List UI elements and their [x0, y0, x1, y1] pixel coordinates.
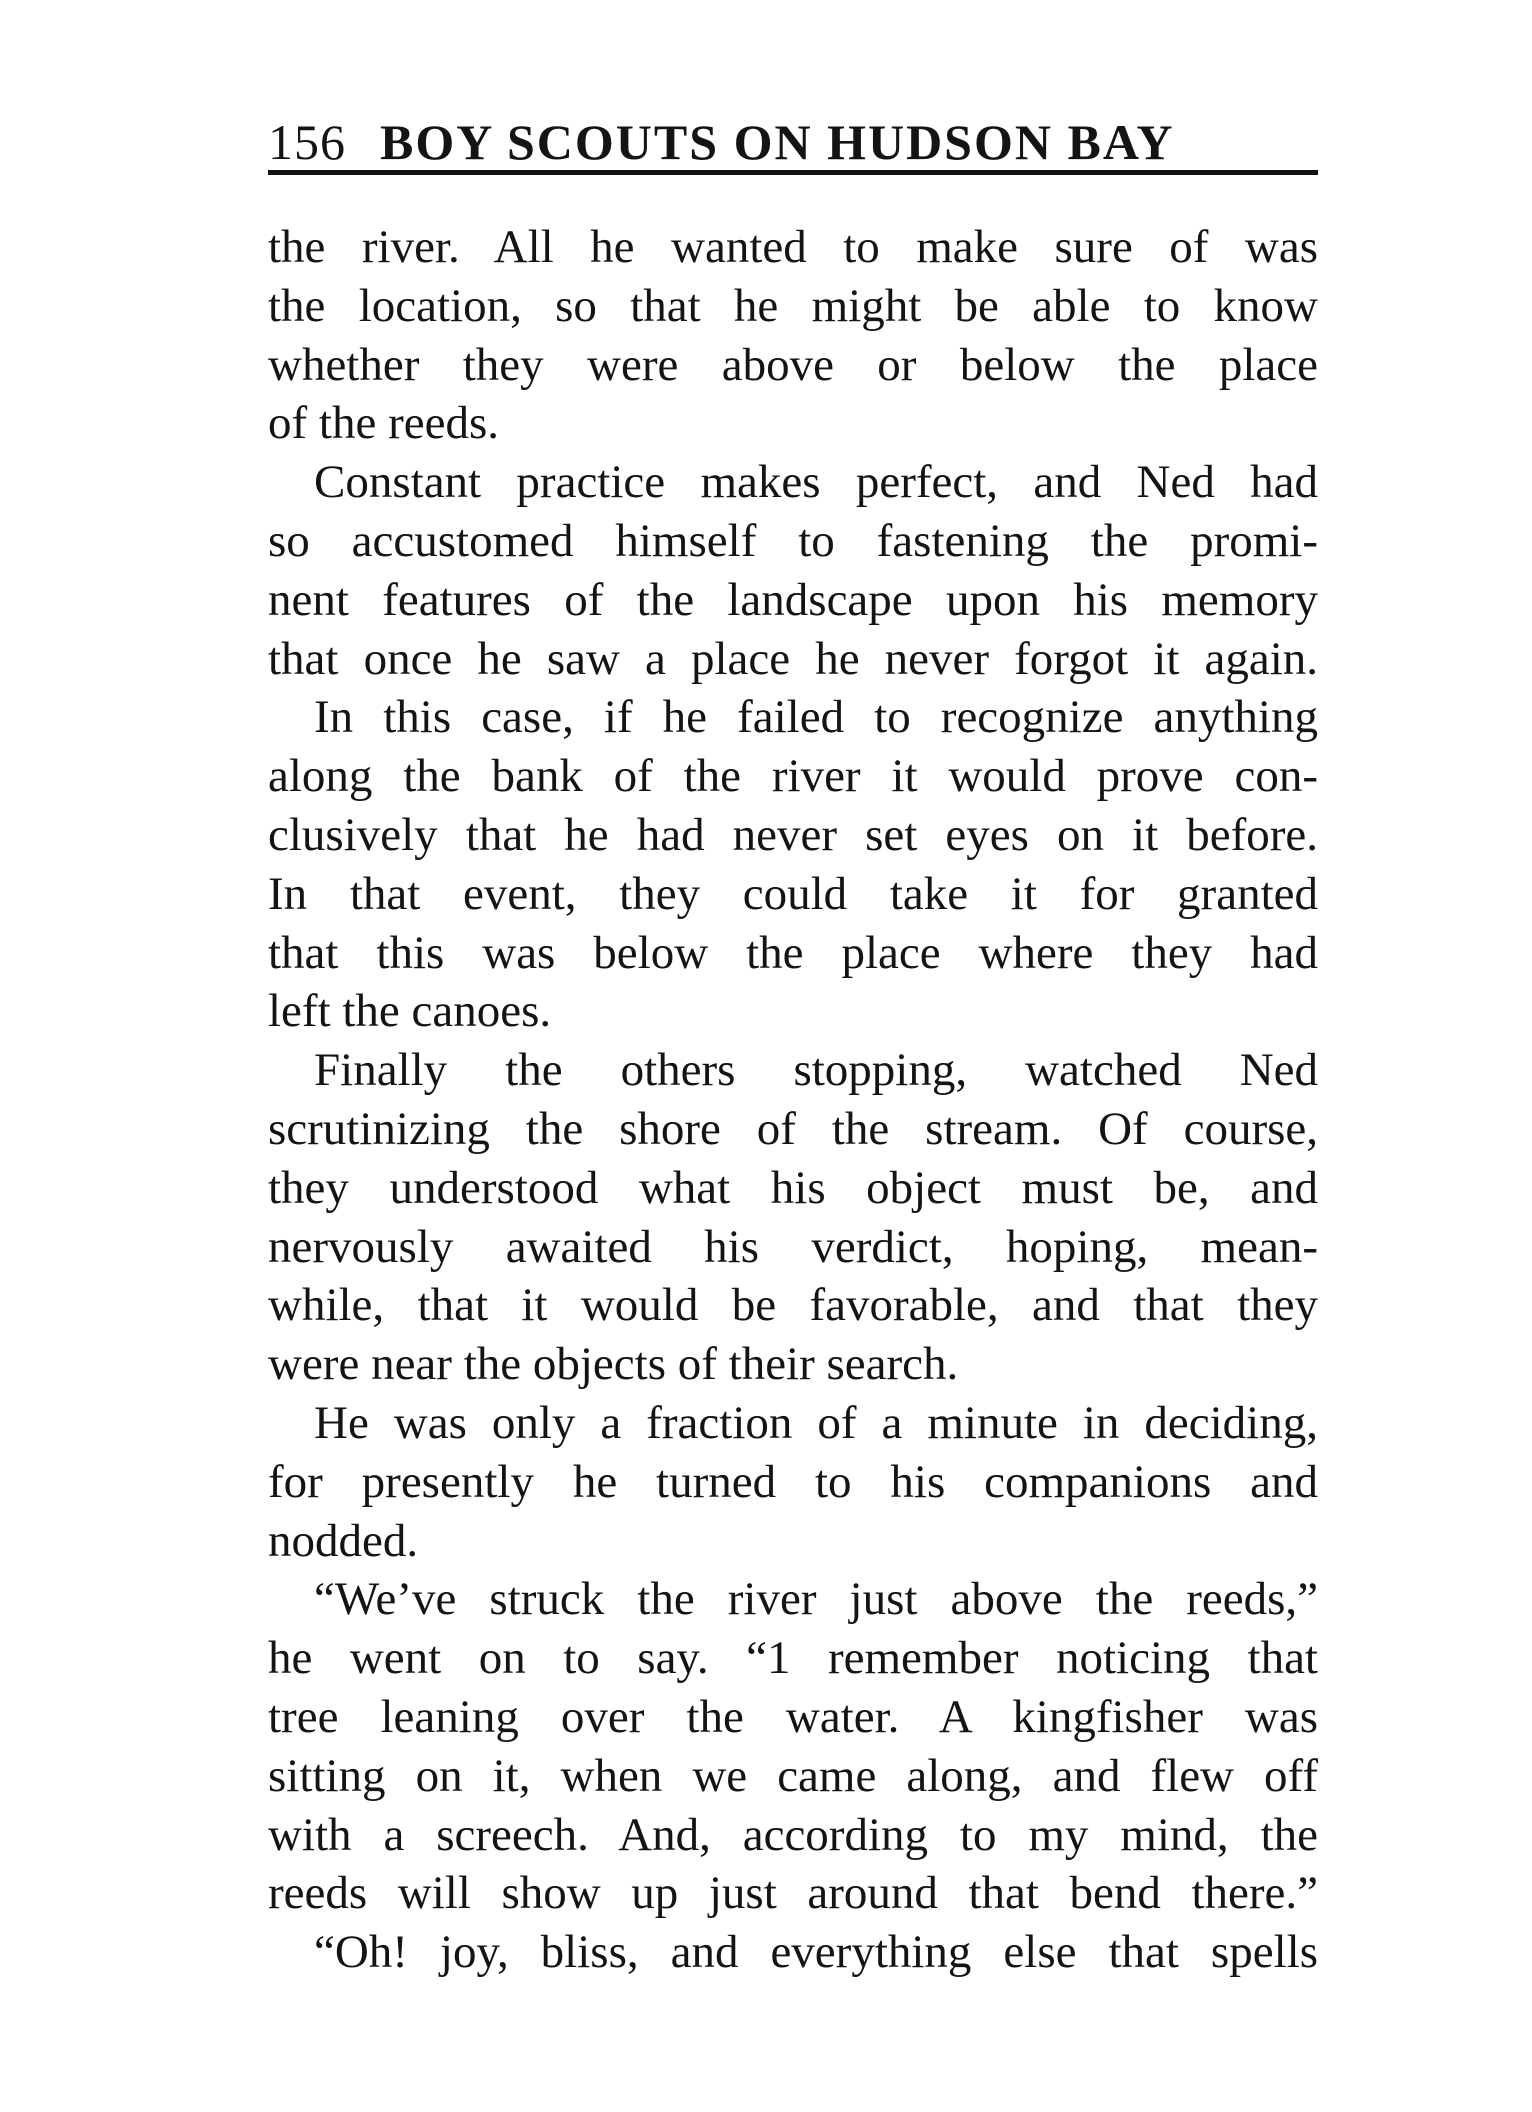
text-line: while, that it would be favorable, and that they — [268, 1279, 1318, 1332]
text-line: the river. All he wanted to make sure of was — [268, 221, 1318, 273]
text-line: the location, so that he might be able to know — [268, 279, 1318, 332]
text-line: In this case, if he failed to recognize anything — [314, 691, 1318, 744]
text-line: He was only a fraction of a minute in deciding, — [314, 1396, 1318, 1449]
text-line: so accustomed himself to fastening the promi- — [268, 514, 1318, 567]
text-line: along the bank of the river it would prove con- — [268, 750, 1318, 803]
text-line: he went on to say. “1 remember noticing that — [268, 1632, 1318, 1685]
text-line: sitting on it, when we came along, and flew off — [268, 1749, 1318, 1802]
text-line: Finally the others stopping, watched Ned — [314, 1044, 1318, 1097]
text-line: were near the objects of their search. — [268, 1338, 959, 1391]
text-line: scrutinizing the shore of the stream. Of course, — [268, 1102, 1318, 1155]
text-line: nent features of the landscape upon his memory — [268, 573, 1318, 626]
text-line: reeds will show up just around that bend there.” — [268, 1867, 1318, 1920]
body-text — [268, 218, 1318, 1982]
text-line: whether they were above or below the place — [268, 338, 1318, 391]
text-line: that this was below the place where they had — [268, 926, 1318, 979]
text-line: for presently he turned to his companions and — [268, 1455, 1318, 1508]
page-number: 156 — [268, 114, 346, 170]
text-line: left the canoes. — [268, 985, 552, 1038]
text-line: they understood what his object must be, and — [268, 1161, 1318, 1214]
text-line: nervously awaited his verdict, hoping, mean- — [268, 1220, 1318, 1273]
text-line: “Oh! joy, bliss, and everything else that spells — [314, 1926, 1318, 1979]
text-line: with a screech. And, according to my mind, the — [268, 1808, 1318, 1861]
text-line: In that event, they could take it for granted — [268, 867, 1318, 920]
header-rule — [268, 170, 1318, 175]
text-line: Constant practice makes perfect, and Ned had — [314, 456, 1318, 509]
text-line: “We’ve struck the river just above the reeds,” — [314, 1573, 1318, 1626]
text-line: of the reeds. — [268, 397, 499, 450]
book-title: BOY SCOUTS ON HUDSON BAY — [380, 114, 1175, 170]
text-line: clusively that he had never set eyes on it before. — [268, 808, 1318, 861]
text-line: tree leaning over the water. A kingfisher was — [268, 1690, 1318, 1743]
text-line: that once he saw a place he never forgot it again. — [268, 632, 1318, 685]
text-line: nodded. — [268, 1514, 419, 1567]
